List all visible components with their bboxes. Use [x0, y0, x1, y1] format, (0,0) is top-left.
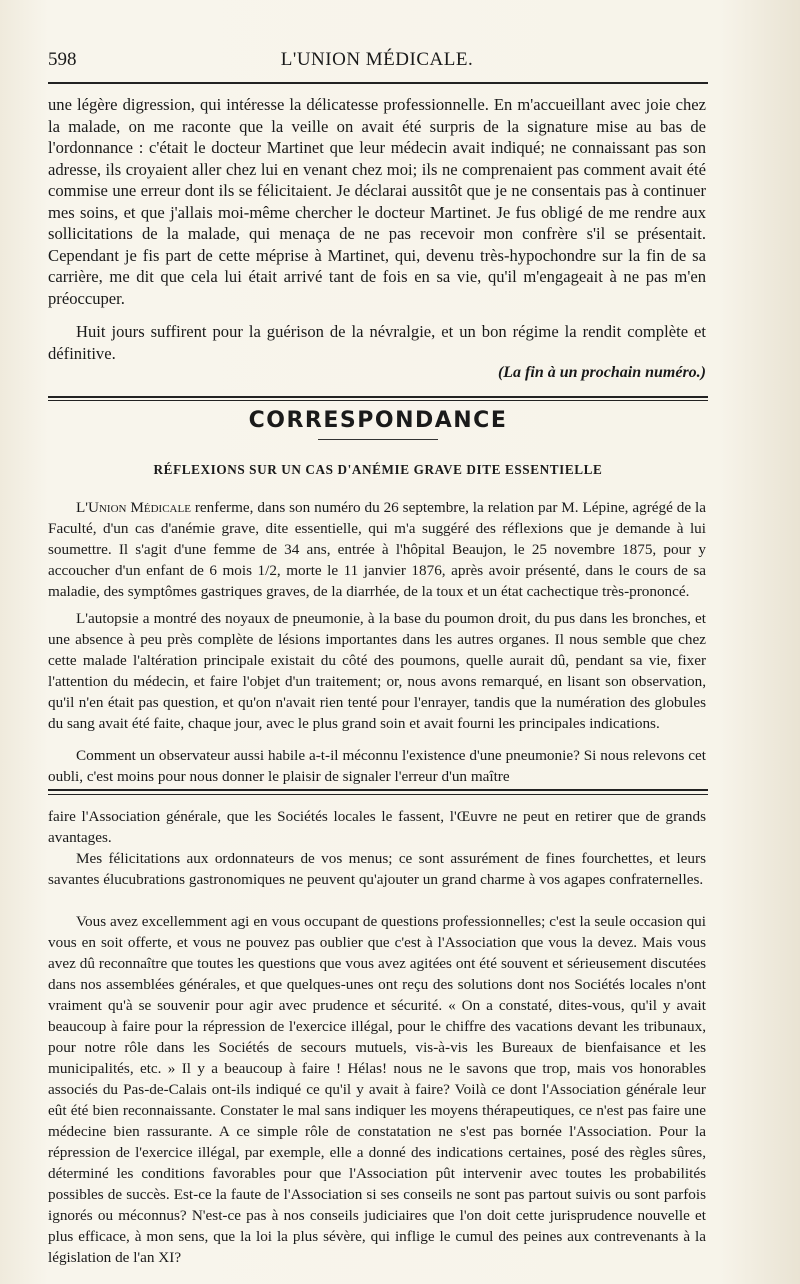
- continuation-paragraph: une légère digression, qui intéresse la délicatesse professionnelle. En m'accueillant avec joie chez la malade, on me raconte que la veille on avait été surpris de la signature mise au bas de l'ordonnance : c'était le docteur Martinet que leur médecin avait indiqué; ne connaissant pas son adresse, ils croyaient aller chez lui en venant chez moi; ils ne comprenaient pas comment avait été commise une erreur dont ils se félicitaient. Je déclarai aussitôt que je ne consentais pas à continuer mes soins, et que j'allais moi-même chercher le docteur Martinet. Je fus obligé de me rendre aux sollicitations de la malade, qui menaça de ne pas recevoir mon confrère s'il se présentait. Cependant je fis part de cette méprise à Martinet, qui, devenu très-hypochondre sur la fin de sa carrière, me dit que cela lui était arrivé tant de fois en sa vie, qu'il m'engageait à ne pas m'en préoccuper.: [48, 95, 706, 308]
- article-paragraph-1-text: renferme, dans son numéro du 26 septembre, la relation par M. Lépine, agrégé de la Faculté, d'un cas d'anémie grave, dite essentielle, qui m'a suggéré des réflexions que je demande à lui soumettre. Il s'agit d'une femme de 34 ans, entrée à l'hôpital Beaujon, le 25 novembre 1875, pour y accoucher d'un enfant de 6 mois 1/2, morte le 11 janvier 1876, après avoir présenté, dans le cours de sa maladie, des symptômes gastriques graves, de la diarrhée, de la toux et un état cachectique très-prononcé.: [48, 499, 707, 600]
- article-paragraph-2: L'autopsie a montré des noyaux de pneumonie, à la base du poumon droit, du pus dans les bronches, et une absence à peu près complète de lésions importantes dans les autres organes. Il nous semble que chez cette malade l'altération principale existait du côté des poumons, quelle aurait dû, pendant sa vie, fixer l'attention du médecin, et faire l'objet d'un traitement; or, nous avons remarqué, en lisant son observation, qu'il n'en était pas question, et qu'on n'avait rien tenté pour l'enrayer, tandis que la numération des globules du sang avait été faite, chaque jour, avec le plus grand soin et avait fourni les principales indications.: [48, 610, 706, 732]
- section-rule-bottom: [48, 400, 708, 401]
- journal-name: L'Union Médicale: [76, 499, 191, 516]
- feuilleton-paragraph-1: faire l'Association générale, que les Sociétés locales le fassent, l'Œuvre ne peut en retirer que de grands avantages.: [48, 808, 706, 846]
- to-be-continued-note: (La fin à un prochain numéro.): [497, 364, 706, 381]
- section-title-underline: [318, 439, 438, 440]
- article-paragraph-1: [48, 497, 706, 602]
- article-title: RÉFLEXIONS SUR UN CAS D'ANÉMIE GRAVE DITE ESSENTIELLE: [153, 462, 603, 477]
- page-header: [48, 49, 706, 79]
- feuilleton-rule-bottom: [48, 794, 708, 795]
- section-rule-top: [48, 396, 708, 398]
- feuilleton-rule-top: [48, 789, 708, 791]
- section-title: CORRESPONDANCE: [248, 408, 508, 433]
- feuilleton-paragraph-2: Mes félicitations aux ordonnateurs de vos menus; ce sont assurément de fines fourchettes, et leurs savantes élucubrations gastronomiques ne peuvent qu'ajouter un grand charme à vos agapes confraternelles.: [48, 850, 706, 888]
- article-paragraph-3: Comment un observateur aussi habile a-t-il méconnu l'existence d'une pneumonie? Si nous relevons cet oubli, c'est moins pour nous donner le plaisir de signaler l'erreur d'un maître: [48, 747, 706, 785]
- running-title: L'UNION MÉDICALE.: [280, 49, 474, 70]
- header-rule: [48, 82, 708, 84]
- page-number: 598: [48, 49, 77, 70]
- conclusion-paragraph: Huit jours suffirent pour la guérison de la névralgie, et un bon régime la rendit complète et définitive.: [48, 322, 706, 363]
- feuilleton-paragraph-3: Vous avez excellemment agi en vous occupant de questions professionnelles; c'est la seule occasion qui vous en soit offerte, et vous ne pouvez pas oublier que c'est à l'Association que vous la devez. Mais vous avez dû reconnaître que toutes les questions que vous avez agitées ont été souvent et sérieusement discutées dans nos assemblées générales, et que quelques-unes ont reçu des solutions dont nos Sociétés locales n'ont vraiment qu'à se souvenir pour agir avec prudence et sécurité. « On a constaté, dites-vous, qu'il y avait beaucoup à faire pour la répression de l'exercice illégal, pour le chiffre des vacations devant les tribunaux, pour notre rôle dans les Sociétés de secours mutuels, vis-à-vis les Bureaux de bienfaisance et les municipalités, etc. » Il y a beaucoup à faire ! Hélas! nous ne le savons que trop, mais vos honorables associés du Pas-de-Calais ont-ils indiqué ce qu'il y avait à faire? Voilà ce dont l'Association générale leur eût été bien reconnaissante. Constater le mal sans indiquer les moyens thérapeutiques, ce n'est pas faire une médecine bien rassurante. A ce simple rôle de constatation ne s'est pas bornée l'Association. Pour la répression de l'exercice illégal, par exemple, elle a donné des indications certaines, posé des règles sûres, déterminé les conditions favorables pour que l'Association pût intervenir avec toutes les probabilités possibles de succès. Est-ce la faute de l'Association si ses conseils ne sont pas partout suivis ou sont parfois ignorés ou méconnus? N'est-ce pas à nos conseils judiciaires que l'on doit cette jurisprudence nouvelle et plus efficace, à mon sens, que la loi la plus sévère, qui inflige le cumul des peines aux contrevenants à la législation de l'an XI?: [48, 913, 706, 1266]
